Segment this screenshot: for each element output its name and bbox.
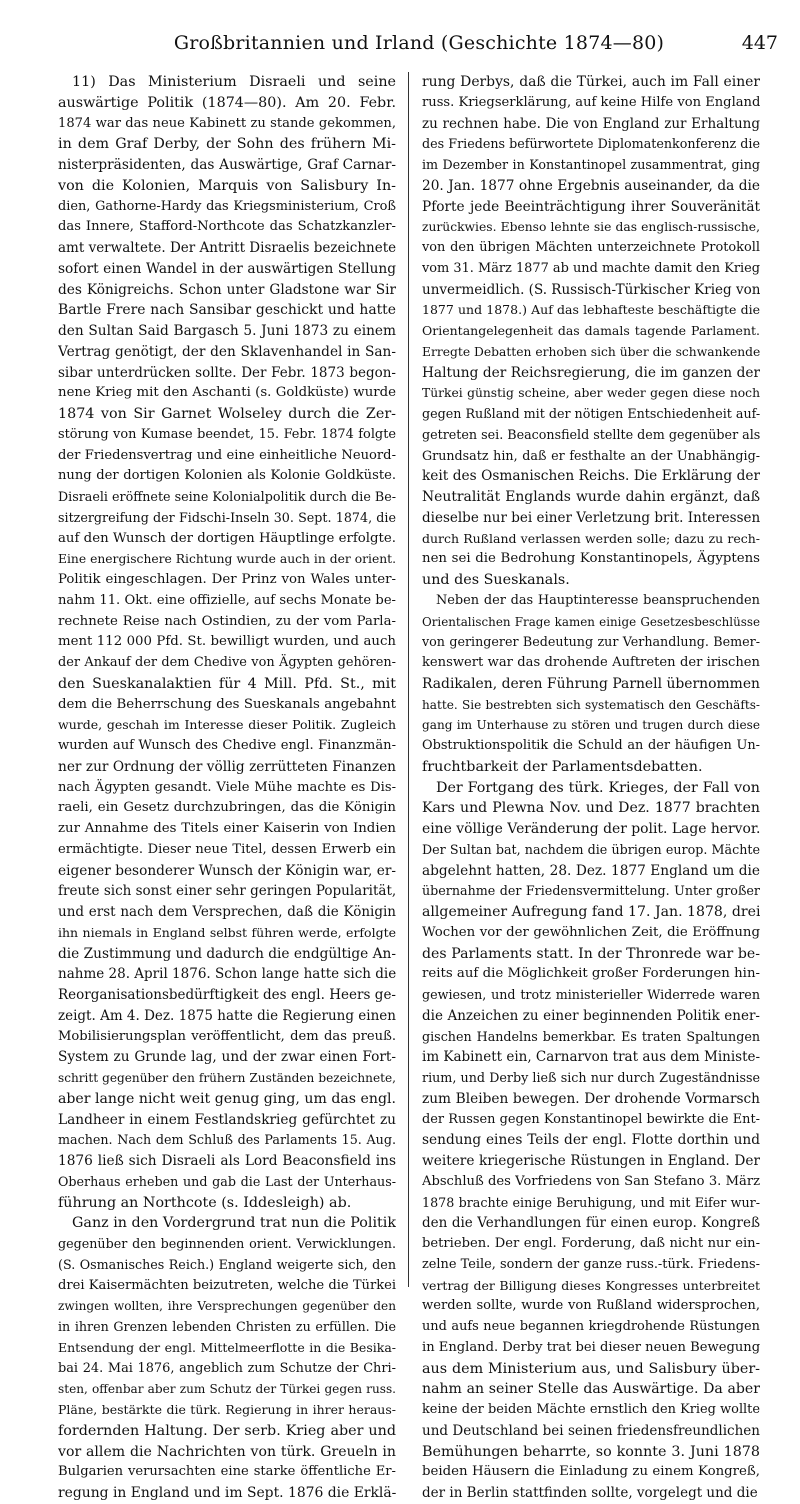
- text-line: zeigt. Am 4. Dez. 1875 hatte die Regierung einen: [58, 1007, 396, 1024]
- text-line: vertrag der Billigung dieses Kongresses unterbreitet: [422, 1277, 760, 1293]
- text-line: das Innere, Stafford-Northcote das Schatzkanzler-: [58, 219, 396, 235]
- text-line: der in Berlin stattfinden sollte, vorgelegt und die: [422, 1485, 758, 1501]
- text-line: im Dezember in Konstantinopel zusammentrat, ging: [422, 157, 760, 172]
- text-line: System zu Grunde lag, und der zwar einen Fort-: [58, 1049, 396, 1066]
- text-line: nisterpräsidenten, das Auswärtige, Graf Carnar-: [58, 157, 396, 173]
- text-line: amt verwaltete. Der Antritt Disraelis bezeichnete: [58, 240, 396, 256]
- text-line: auf den Wunsch der dortigen Häuptlinge erfolgte.: [58, 530, 396, 546]
- text-line: nahme 28. April 1876. Schon lange hatte sich die: [58, 966, 396, 983]
- text-line: in England. Derby trat bei dieser neuen Bewegung: [422, 1339, 760, 1355]
- text-line: aus dem Ministerium aus, und Salisbury über-: [422, 1360, 760, 1377]
- text-line: kenswert war das drohende Auftreten der irischen: [422, 655, 760, 670]
- text-line: Disraeli eröffnete seine Kolonialpolitik durch die Be-: [58, 489, 396, 504]
- text-line: Pläne, bestärkte die türk. Regierung in ihrer heraus-: [58, 1402, 396, 1417]
- text-line: vor allem die Nachrichten von türk. Greueln in: [58, 1443, 396, 1460]
- text-line: Politik eingeschlagen. Der Prinz von Wales unter-: [58, 572, 396, 587]
- text-line: dien, Gathorne-Hardy das Kriegsministerium, Croß: [58, 198, 396, 214]
- text-line: Haltung der Reichsregierung, die im ganzen der: [422, 364, 760, 381]
- text-line: ermächtigte. Dieser neue Titel, dessen Erwerb ein: [58, 841, 396, 857]
- text-line: zurückwies. Ebenso lehnte sie das englisch-russische,: [422, 220, 760, 235]
- text-line: weitere kriegerische Rüstungen in England. Der: [422, 1153, 760, 1169]
- page-number: 447: [741, 32, 778, 54]
- text-line: des Parlaments statt. In der Thronrede war be-: [422, 945, 760, 962]
- text-line: hatte. Sie bestrebten sich systematisch den Geschäfts-: [422, 697, 760, 712]
- text-line: Ganz in den Vordergrund trat nun die Politik: [72, 1215, 396, 1232]
- text-line: Landheer in einem Festlandskrieg gefürchtet zu: [58, 1111, 396, 1128]
- text-line: zelne Teile, sondern der ganze russ.-türk. Friedens-: [422, 1256, 760, 1272]
- text-line: und aufs neue begannen kriegdrohende Rüstungen: [422, 1319, 760, 1334]
- text-line: zu rechnen habe. Die von England zur Erhaltung: [422, 115, 760, 132]
- text-line: fordernden Haltung. Der serb. Krieg aber und: [58, 1422, 396, 1439]
- text-line: rung Derbys, daß die Türkei, auch im Fall einer: [422, 74, 760, 90]
- text-line: nahm 11. Okt. eine offizielle, auf sechs Monate be-: [58, 592, 396, 608]
- text-line: bai 24. Mai 1876, angeblich zum Schutze der Chri-: [58, 1360, 396, 1376]
- text-line: die Zustimmung und dadurch die endgültige An-: [58, 945, 396, 962]
- text-line: der Friedensvertrag und eine einheitliche Neuord-: [58, 447, 396, 463]
- text-line: Der Fortgang des türk. Krieges, der Fall von: [436, 779, 760, 796]
- text-line: den die Verhandlungen für einen europ. Kongreß: [422, 1215, 760, 1232]
- text-line: 1874 war das neue Kabinett zu stande gekommen,: [58, 115, 396, 131]
- text-line: störung von Kumase beendet, 15. Febr. 1874 folgte: [58, 426, 396, 442]
- text-line: keit des Osmanischen Reichs. Die Erklärung der: [422, 468, 760, 485]
- text-line: durch Rußland verlassen werden solle; dazu zu rech-: [422, 530, 760, 546]
- text-line: Neutralität Englands wurde dahin ergänzt, daß: [422, 489, 760, 505]
- text-line: 1876 ließ sich Disraeli als Lord Beaconsfield ins: [58, 1153, 396, 1169]
- text-line: Bulgarien verursachten eine starke öffentliche Er-: [58, 1464, 396, 1480]
- text-line: freute sich sonst einer sehr geringen Popularität,: [58, 883, 396, 900]
- text-line: der Ankauf der dem Chedive von Ägypten gehören-: [58, 655, 396, 670]
- text-line: unvermeidlich. (S. Russisch-Türkischer Krieg von: [422, 281, 760, 298]
- text-line: Türkei günstig scheine, aber weder gegen diese noch: [422, 386, 760, 401]
- text-line: beiden Häusern die Einladung zu einem Kongreß,: [422, 1464, 760, 1480]
- text-line: gegenüber den beginnenden orient. Verwicklungen.: [58, 1236, 396, 1251]
- text-line: den Sueskanalaktien für 4 Mill. Pfd. St., mit: [58, 675, 396, 692]
- text-line: machen. Nach dem Schluß des Parlaments 15. Aug.: [58, 1132, 396, 1148]
- text-line: (S. Osmanisches Reich.) England weigerte sich, den: [58, 1256, 396, 1272]
- text-line: Vertrag genötigt, der den Sklavenhandel in San-: [58, 343, 396, 360]
- text-line: eine völlige Veränderung der polit. Lage hervor.: [422, 821, 760, 837]
- text-line: rium, und Derby ließ sich nur durch Zugeständnisse: [422, 1070, 760, 1085]
- text-line: aber lange nicht weit genug ging, um das engl.: [58, 1090, 396, 1107]
- text-line: nen sei die Bedrohung Konstantinopels, Ägyptens: [422, 551, 760, 567]
- text-line: betrieben. Der engl. Forderung, daß nicht nur ein-: [422, 1236, 760, 1251]
- text-line: dieselbe nur bei einer Verletzung brit. Interessen: [422, 509, 760, 526]
- text-line: Entsendung der engl. Mittelmeerflotte in die Besika-: [58, 1339, 396, 1355]
- text-line: Abschluß des Vorfriedens von San Stefano 3. März: [422, 1173, 760, 1189]
- text-line: dem die Beherrschung des Sueskanals angebahnt: [58, 696, 396, 712]
- text-line: übernahme der Friedensvermittelung. Unter großer: [422, 883, 760, 899]
- text-line: des Königreichs. Schon unter Gladstone war Sir: [58, 281, 396, 298]
- text-line: vom 31. März 1877 ab und machte damit den Krieg: [422, 260, 760, 276]
- text-line: nung der dortigen Kolonien als Kolonie Goldküste.: [58, 468, 396, 484]
- text-line: Grundsatz hin, daß er festhalte an der Unabhängig-: [422, 447, 760, 463]
- text-line: gewiesen, und trotz ministerieller Widerrede waren: [422, 987, 760, 1002]
- text-line: und des Sueskanals.: [422, 572, 570, 588]
- text-line: 1877 und 1878.) Auf das lebhafteste beschäftigte die: [422, 302, 760, 318]
- text-line: eigener besonderer Wunsch der Königin war, er-: [58, 862, 396, 879]
- text-line: zum Bleiben bewegen. Der drohende Vormarsch: [422, 1090, 760, 1107]
- text-line: auswärtige Politik (1874—80). Am 20. Febr.: [58, 94, 396, 111]
- text-line: sendung eines Teils der engl. Flotte dorthin und: [422, 1132, 760, 1149]
- text-line: in ihren Grenzen lebenden Christen zu erfüllen. Die: [58, 1319, 396, 1334]
- text-line: die Anzeichen zu einer beginnenden Politik ener-: [422, 1007, 760, 1024]
- text-line: Der Sultan bat, nachdem die übrigen europ. Mächte: [422, 841, 760, 857]
- text-line: wurden auf Wunsch des Chedive engl. Finanzmän-: [58, 738, 396, 753]
- text-line: Wochen vor der gewöhnlichen Zeit, die Eröffnung: [422, 924, 760, 940]
- text-line: getreten sei. Beaconsfield stellte dem gegenüber als: [422, 426, 760, 442]
- text-line: wurde, geschah im Interesse dieser Politik. Zugleich: [58, 717, 396, 733]
- text-line: den Sultan Said Bargasch 5. Juni 1873 zu einem: [58, 323, 396, 339]
- text-line: Erregte Debatten erhoben sich über die schwankende: [422, 344, 760, 359]
- text-line: 1874 von Sir Garnet Wolseley durch die Zer-: [58, 406, 396, 422]
- text-line: Orientalischen Frage kamen einige Gesetzesbeschlüsse: [422, 614, 760, 629]
- text-line: sibar unterdrücken sollte. Der Febr. 1873 begon-: [58, 364, 396, 381]
- text-line: Bartle Frere nach Sansibar geschickt und hatte: [58, 302, 396, 319]
- running-title: Großbritannien und Irland (Geschichte 1874—80): [173, 32, 665, 54]
- text-line: zwingen wollten, ihre Versprechungen gegenüber den: [58, 1299, 396, 1314]
- column-divider: [408, 72, 409, 1287]
- text-line: drei Kaisermächten beizutreten, welche die Türkei: [58, 1277, 396, 1293]
- text-line: in dem Graf Derby, der Sohn des frühern Mi-: [58, 136, 396, 153]
- text-line: ner zur Ordnung der völlig zerrütteten Finanzen: [58, 758, 396, 775]
- text-line: des Friedens befürwortete Diplomatenkonferenz die: [422, 136, 760, 152]
- text-line: gischen Handelns bemerkbar. Es traten Spaltungen: [422, 1028, 760, 1044]
- text-line: werden sollte, wurde von Rußland widersprochen,: [422, 1298, 760, 1314]
- text-line: allgemeiner Aufregung fand 17. Jan. 1878, drei: [422, 904, 760, 920]
- text-line: Neben der das Hauptinteresse beanspruchenden: [436, 592, 760, 608]
- text-line: nach Ägypten gesandt. Viele Mühe machte es Dis-: [58, 779, 396, 795]
- text-line: 1878 brachte einige Beruhigung, und mit Eifer wur-: [422, 1194, 760, 1210]
- text-line: sofort einen Wandel in der auswärtigen Stellung: [58, 260, 396, 277]
- text-line: russ. Kriegserklärung, auf keine Hilfe von England: [422, 94, 760, 110]
- text-line: von geringerer Bedeutung zur Verhandlung. Bemer-: [422, 634, 760, 650]
- text-line: raeli, ein Gesetz durchzubringen, das die Königin: [58, 800, 396, 816]
- text-line: Eine energischere Richtung wurde auch in der orient.: [58, 552, 396, 567]
- text-line: und Deutschland bei seinen friedensfreundlichen: [422, 1422, 760, 1439]
- text-line: von den übrigen Mächten unterzeichnete Protokoll: [422, 240, 760, 255]
- text-line: 11) Das Ministerium Disraeli und seine: [72, 74, 396, 90]
- text-line: reits auf die Möglichkeit großer Forderungen hin-: [422, 966, 760, 982]
- text-line: 20. Jan. 1877 ohne Ergebnis auseinander, da die: [422, 177, 760, 194]
- text-line: im Kabinett ein, Carnarvon trat aus dem Ministe-: [422, 1049, 760, 1066]
- text-line: ment 112 000 Pfd. St. bewilligt wurden, und auch: [58, 634, 396, 650]
- text-line: keine der beiden Mächte ernstlich den Krieg wollte: [422, 1402, 760, 1417]
- text-line: Mobilisierungsplan veröffentlicht, dem das preuß.: [58, 1028, 396, 1044]
- text-line: rechnete Reise nach Ostindien, zu der vom Parla-: [58, 613, 396, 629]
- text-line: gegen Rußland mit der nötigen Entschiedenheit auf-: [422, 406, 760, 421]
- text-line: schritt gegenüber den frühern Zuständen bezeichnete,: [58, 1071, 396, 1085]
- text-line: zur Annahme des Titels einer Kaiserin von Indien: [58, 821, 396, 836]
- text-line: ihn niemals in England selbst führen werde, erfolgte: [58, 924, 396, 940]
- text-line: der Russen gegen Konstantinopel bewirkte die Ent-: [422, 1111, 760, 1127]
- text-line: Radikalen, deren Führung Parnell übernommen: [422, 675, 760, 692]
- text-line: sitzergreifung der Fidschi-Inseln 30. Sept. 1874, die: [58, 509, 396, 525]
- text-line: Reorganisationsbedürftigkeit des engl. Heers ge-: [58, 987, 396, 1003]
- text-line: sten, offenbar aber zum Schutz der Türkei gegen russ.: [58, 1382, 396, 1397]
- text-line: von die Kolonien, Marquis von Salisbury In-: [58, 177, 396, 194]
- page-header: [60, 28, 778, 58]
- text-line: Oberhaus erheben und gab die Last der Unterhaus-: [58, 1173, 396, 1189]
- text-line: fruchtbarkeit der Parlamentsdebatten.: [422, 758, 703, 775]
- text-line: Kars und Plewna Nov. und Dez. 1877 brachten: [422, 800, 760, 817]
- text-line: und erst nach dem Versprechen, daß die Königin: [58, 904, 396, 920]
- text-line: regung in England und im Sept. 1876 die Erklä-: [58, 1485, 396, 1501]
- text-line: nahm an seiner Stelle das Auswärtige. Da aber: [422, 1381, 760, 1398]
- text-line: nene Krieg mit den Aschanti (s. Goldküste) wurde: [58, 385, 396, 401]
- text-line: Orientangelegenheit das damals tagende Parlament.: [422, 323, 760, 338]
- right-column: [422, 72, 760, 1504]
- left-column: [58, 72, 396, 1504]
- text-line: Obstruktionspolitik die Schuld an der häufigen Un-: [422, 738, 760, 753]
- text-line: gang im Unterhause zu stören und trugen durch diese: [422, 718, 760, 733]
- text-line: abgelehnt hatten, 28. Dez. 1877 England um die: [422, 862, 760, 879]
- text-line: Bemühungen beharrte, so konnte 3. Juni 1878: [422, 1443, 760, 1460]
- text-line: führung an Northcote (s. Iddesleigh) ab.: [58, 1194, 352, 1211]
- text-line: Pforte jede Beeinträchtigung ihrer Souveränität: [422, 198, 760, 215]
